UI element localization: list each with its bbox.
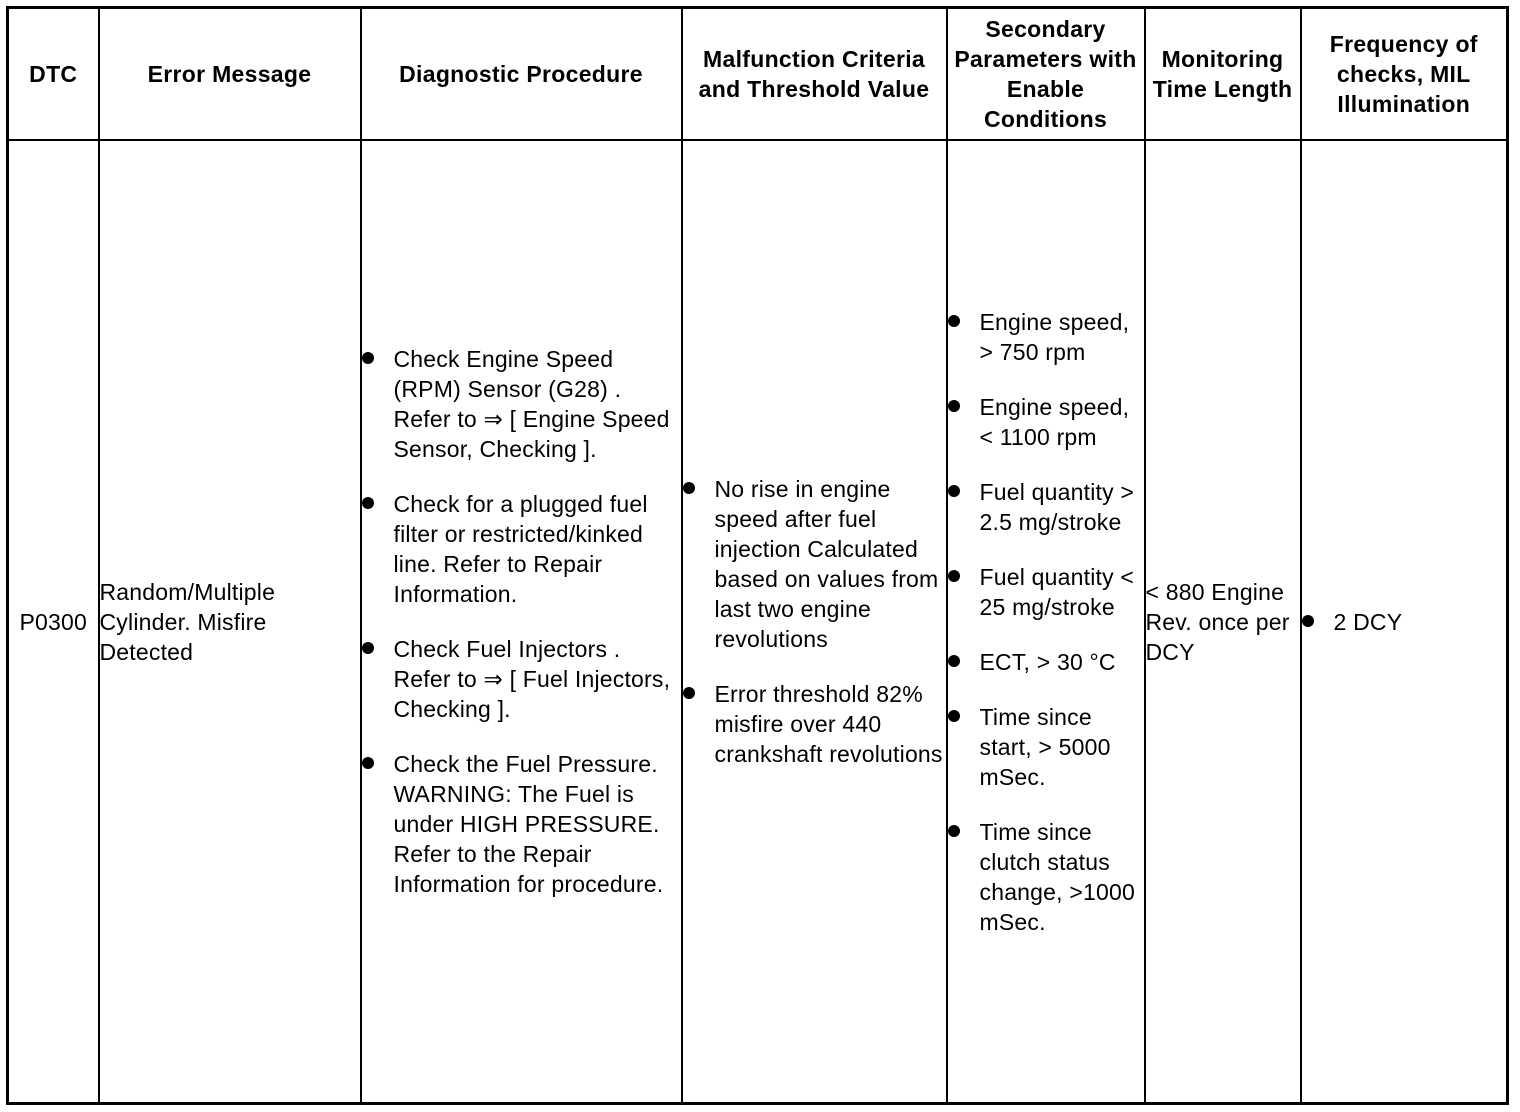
parameter-item: Engine speed, > 750 rpm bbox=[948, 307, 1144, 367]
table-row bbox=[8, 140, 1508, 1104]
criteria-item: Error threshold 82% misfire over 440 crankshaft revolutions bbox=[683, 679, 946, 769]
parameter-item: Engine speed, < 1100 rpm bbox=[948, 392, 1144, 452]
parameter-item: ECT, > 30 °C bbox=[948, 647, 1144, 677]
error-message: Random/Multiple Cylinder. Misfire Detected bbox=[99, 140, 361, 1104]
diagnostic-step: Check the Fuel Pressure. WARNING: The Fuel is under HIGH PRESSURE. Refer to the Repair Information for procedure. bbox=[362, 749, 681, 899]
monitoring-time: < 880 Engine Rev. once per DCY bbox=[1145, 140, 1301, 1104]
header-malfunction-criteria: Malfunction Criteria and Threshold Value bbox=[682, 8, 947, 141]
header-diagnostic-procedure: Diagnostic Procedure bbox=[361, 8, 682, 141]
secondary-parameters-list bbox=[948, 307, 1144, 937]
parameter-item: Time since start, > 5000 mSec. bbox=[948, 702, 1144, 792]
dtc-code: P0300 bbox=[8, 140, 99, 1104]
frequency-item: 2 DCY bbox=[1302, 607, 1507, 637]
parameter-item: Fuel quantity > 2.5 mg/stroke bbox=[948, 477, 1144, 537]
frequency-cell bbox=[1301, 140, 1508, 1104]
frequency-list bbox=[1302, 607, 1507, 637]
header-error-message: Error Message bbox=[99, 8, 361, 141]
malfunction-criteria-cell bbox=[682, 140, 947, 1104]
dtc-table bbox=[6, 6, 1509, 1105]
secondary-parameters-cell bbox=[947, 140, 1145, 1104]
criteria-item: No rise in engine speed after fuel injection Calculated based on values from last two engine revolutions bbox=[683, 474, 946, 654]
header-monitoring-time: Monitoring Time Length bbox=[1145, 8, 1301, 141]
header-frequency: Frequency of checks, MIL Illumination bbox=[1301, 8, 1508, 141]
diagnostic-procedure-list bbox=[362, 344, 681, 899]
diagnostic-step: Check for a plugged fuel filter or restricted/kinked line. Refer to Repair Information. bbox=[362, 489, 681, 609]
header-dtc: DTC bbox=[8, 8, 99, 141]
parameter-item: Fuel quantity < 25 mg/stroke bbox=[948, 562, 1144, 622]
header-row bbox=[8, 8, 1508, 141]
header-secondary-parameters: Secondary Parameters with Enable Conditions bbox=[947, 8, 1145, 141]
diagnostic-step: Check Engine Speed (RPM) Sensor (G28) . Refer to ⇒ [ Engine Speed Sensor, Checking ]. bbox=[362, 344, 681, 464]
malfunction-criteria-list bbox=[683, 474, 946, 769]
diagnostic-step: Check Fuel Injectors . Refer to ⇒ [ Fuel Injectors, Checking ]. bbox=[362, 634, 681, 724]
diagnostic-procedure-cell bbox=[361, 140, 682, 1104]
parameter-item: Time since clutch status change, >1000 mSec. bbox=[948, 817, 1144, 937]
